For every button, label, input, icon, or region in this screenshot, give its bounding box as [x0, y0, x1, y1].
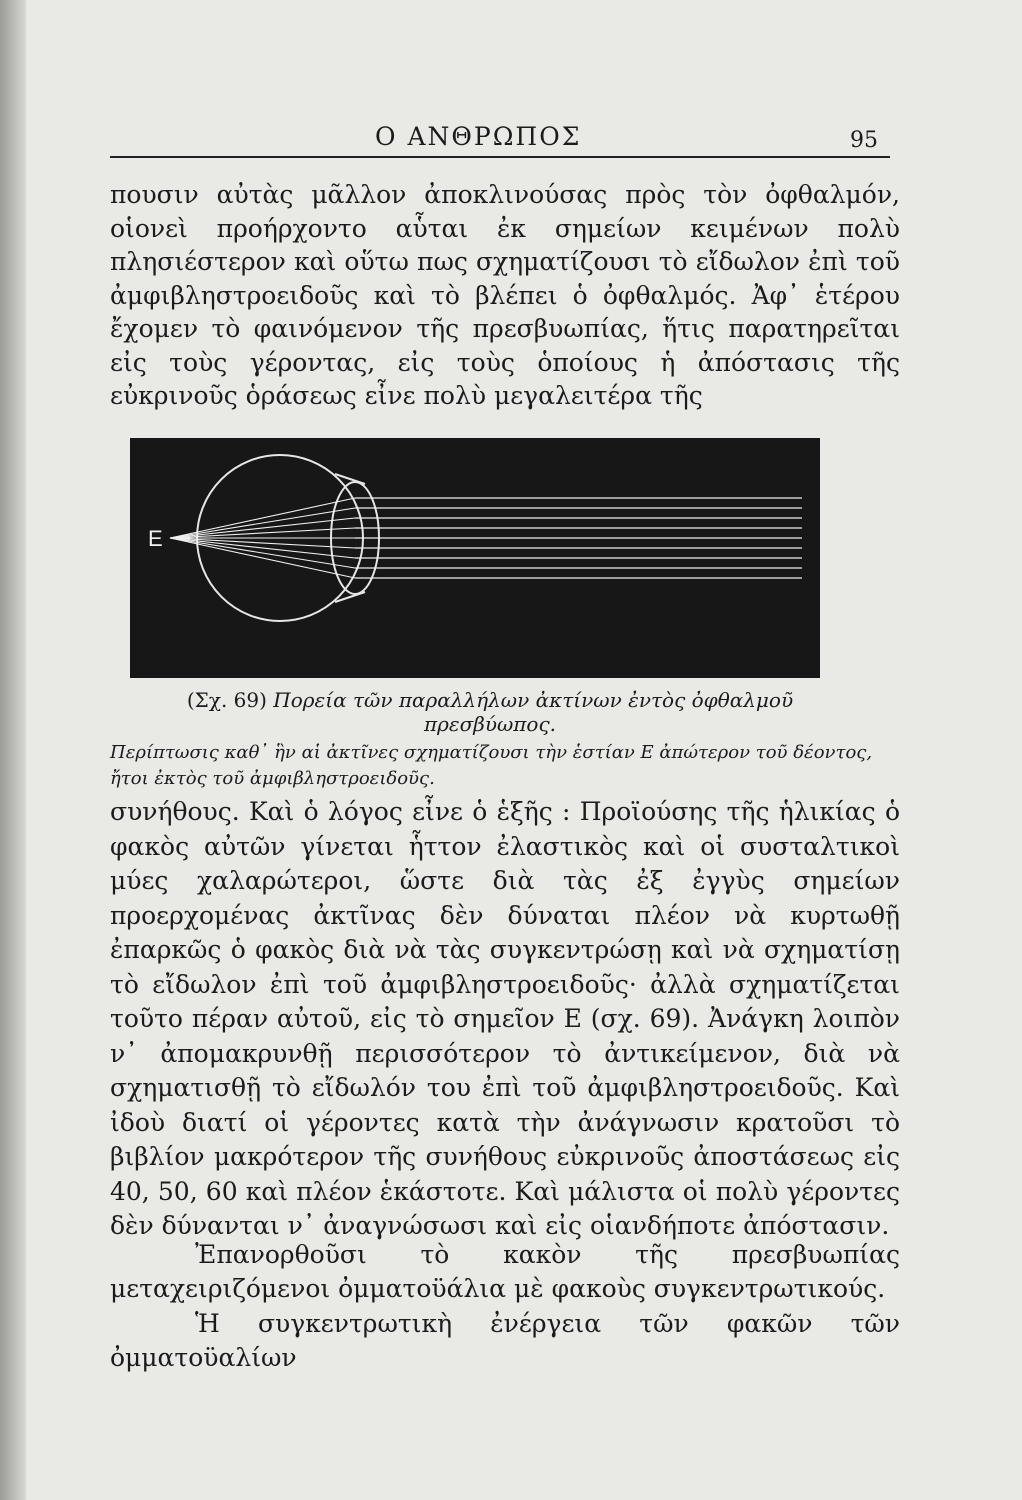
eye-ray-diagram	[130, 438, 820, 678]
focus-point-label: Ε	[148, 526, 163, 551]
figure-caption-note: Περίπτωσις καθ᾽ ἣν αἱ ἀκτῖνες σχηματίζουσι τὴν ἑστίαν Ε ἀπώτερον τοῦ δέοντος, ἤτοι ἐκτὸς τοῦ ἀμφιβληστροειδοῦς.	[110, 742, 873, 789]
figure-caption	[180, 688, 800, 736]
header-rule	[110, 156, 890, 158]
paragraph-correction: Ἐπανορθοῦσι τὸ κακὸν τῆς πρεσβυωπίας μεταχειριζόμενοι ὀμματοϋάλια μὲ φακοὺς συγκεντρωτικούς.	[110, 1240, 900, 1303]
page-binding-edge	[0, 0, 26, 1500]
figure-number: (Σχ. 69)	[186, 688, 267, 712]
page-title: Ο ΑΝΘΡΩΠΟΣ	[375, 122, 582, 151]
page-number: 95	[850, 128, 878, 153]
paragraph-lens-action: Ἡ συγκεντρωτικὴ ἐνέργεια τῶν φακῶν τῶν ὀμματοϋαλίων	[110, 1309, 900, 1372]
paragraph-explanation: συνήθους. Καὶ ὁ λόγος εἶνε ὁ ἑξῆς : Προϊούσης τῆς ἡλικίας ὁ φακὸς αὐτῶν γίνεται ἧττον ἐλαστικὸς καὶ οἱ συσταλτικοὶ μύες χαλαρώτεροι, ὥστε διὰ τὰς ἐξ ἐγγὺς σημείων προερχομένας ἀκτῖνας δὲν δύναται πλέον νὰ κυρτωθῇ ἐπαρκῶς ὁ φακὸς διὰ νὰ τὰς συγκεντρώσῃ καὶ νὰ σχηματίσῃ τὸ εἴδωλον ἐπὶ τοῦ ἀμφιβληστροειδοῦς· ἀλλὰ σχηματίζεται τοῦτο πέραν αὐτοῦ, εἰς τὸ σημεῖον Ε (σχ. 69). Ἀνάγκη λοιπὸν ν᾽ ἀπομακρυνθῇ περισσότερον τὸ ἀντικείμενον, διὰ νὰ σχηματισθῇ τὸ εἴδωλόν του ἐπὶ τοῦ ἀμφιβληστροειδοῦς. Καὶ ἰδοὺ διατί οἱ γέροντες κατὰ τὴν ἀνάγνωσιν κρατοῦσι τὸ βιβλίον μακρότερον τῆς συνήθους εὐκρινοῦς ἀποστάσεως εἰς 40, 50, 60 καὶ πλέον ἑκάστοτε. Καὶ μάλιστα οἱ πολὺ γέροντες δὲν δύνανται ν᾽ ἀναγνώσωσι καὶ εἰς οἱανδήποτε ἀπόστασιν.	[110, 797, 900, 1240]
figure-caption-text: Πορεία τῶν παραλλήλων ἀκτίνων ἐντὸς ὀφθαλμοῦ πρεσβύωπος.	[273, 688, 794, 736]
running-header	[110, 118, 890, 158]
paragraph-presbyopia-intro: πουσιν αὐτὰς μᾶλλον ἀποκλινούσας πρὸς τὸν ὀφθαλμόν, οἱονεὶ προήρχοντο αὗται ἐκ σημείων κειμένων πολὺ πλησιέστερον καὶ οὕτω πως σχηματίζουσι τὸ εἴδωλον ἐπὶ τοῦ ἀμφιβληστροειδοῦς καὶ τὸ βλέπει ὁ ὀφθαλμός. Ἀφ᾽ ἑτέρου ἔχομεν τὸ φαινόμενον τῆς πρεσβυωπίας, ἥτις παρατηρεῖται εἰς τοὺς γέροντας, εἰς τοὺς ὁποίους ἡ ἀπόστασις τῆς εὐκρινοῦς ὁράσεως εἶνε πολὺ μεγαλειτέρα τῆς	[110, 180, 900, 410]
eye-diagram-figure	[130, 438, 820, 678]
